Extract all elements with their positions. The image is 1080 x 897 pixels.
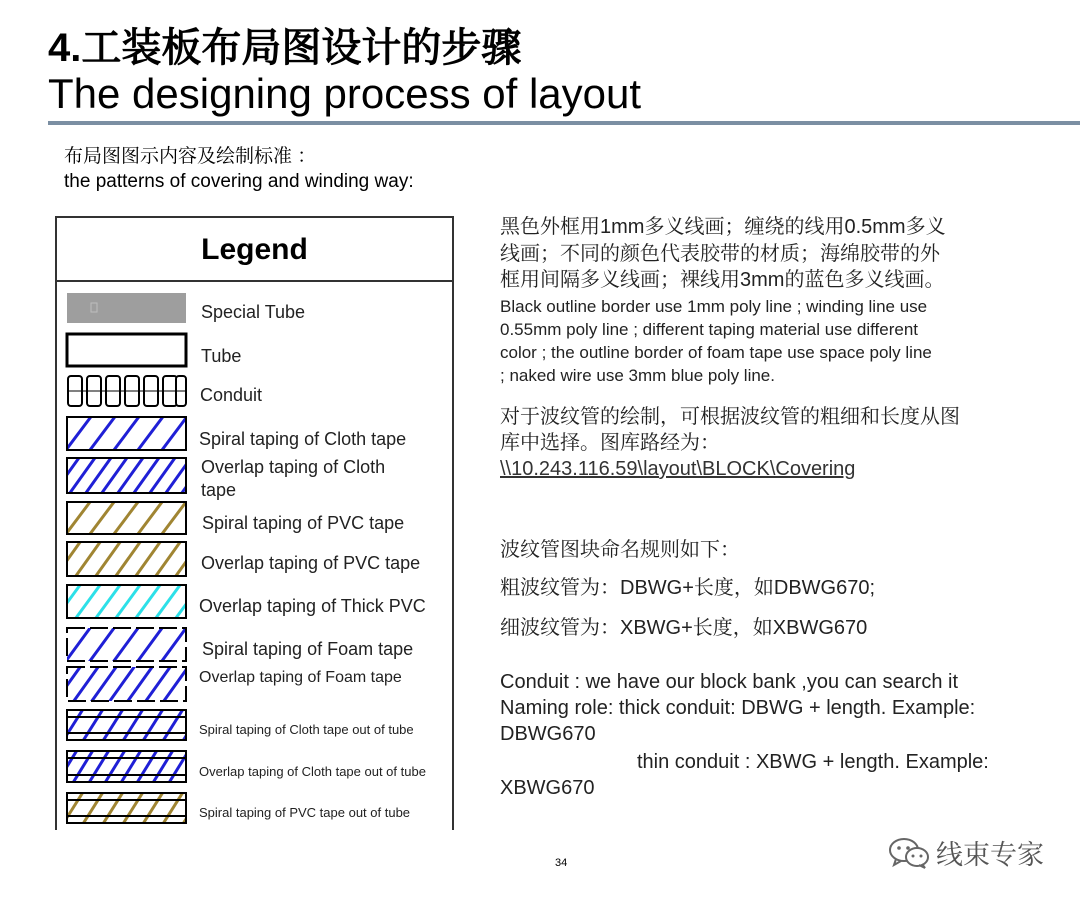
swatch-overlap-thick-pvc <box>57 581 203 622</box>
legend-title: Legend <box>57 218 452 282</box>
thin-conduit-rule: 细波纹管为：XBWG+长度，如XBWG670 <box>500 617 868 639</box>
legend-label-overlap-foam: Overlap taping of Foam tape <box>199 669 402 686</box>
watermark <box>888 833 1044 872</box>
conduit-en-line-3: DBWG670 <box>500 723 596 745</box>
watermark-text: 线束专家 <box>936 840 1044 870</box>
legend-label-conduit: Conduit <box>200 385 263 405</box>
swatch-overlap-cloth <box>57 455 209 497</box>
legend-label-overlap-pvc: Overlap taping of PVC tape <box>201 553 421 573</box>
swatch-special-tube <box>67 293 186 323</box>
rule-en-line-2: 0.55mm poly line ; different taping material use different <box>500 320 918 339</box>
swatch-conduit <box>67 376 186 406</box>
thick-conduit-rule: 粗波纹管为：DBWG+长度，如DBWG670; <box>500 577 876 599</box>
swatch-spiral-pvc <box>63 498 213 538</box>
legend-label-overlap-cloth: Overlap taping of Cloth tape <box>201 457 386 500</box>
subtitle-cn: 布局图图示内容及绘制标准 ： <box>64 146 317 167</box>
legend-label-special-tube: Special Tube <box>201 302 306 322</box>
legend-label-tube: Tube <box>201 346 242 366</box>
rule-en-line-3: color ; the outline border of foam tape use space poly line <box>500 343 932 362</box>
rule-en-line-4: ; naked wire use 3mm blue poly line. <box>500 366 775 385</box>
library-path-link[interactable]: \\10.243.116.59\layout\BLOCK\Covering <box>500 458 856 480</box>
legend-label-overlap-cloth-out-of-tube: Overlap taping of Cloth tape out of tube <box>199 764 426 779</box>
page-title-en: The designing process of layout <box>48 70 642 117</box>
legend-label-spiral-pvc: Spiral taping of PVC tape <box>202 513 405 533</box>
conduit-en-line-5: XBWG670 <box>500 777 595 799</box>
subtitle-en: the patterns of covering and winding way: <box>64 171 414 192</box>
swatch-spiral-cloth <box>63 414 213 454</box>
title-divider <box>48 121 1080 125</box>
page-number: 34 <box>555 857 568 869</box>
naming-title: 波纹管图块命名规则如下： <box>500 539 740 561</box>
legend-label-spiral-cloth-out-of-tube: Spiral taping of Cloth tape out of tube <box>199 722 414 737</box>
conduit-en-line-2: Naming role: thick conduit: DBWG + length. Example: <box>500 697 976 719</box>
rule-cn-line-3: 框用间隔多义线画；裸线用3mm的蓝色多义线画。 <box>500 269 945 291</box>
legend-panel <box>55 216 454 830</box>
rule-cn-line-2: 线画；不同的颜色代表胶带的材质；海绵胶带的外 <box>500 243 940 265</box>
conduit-cn-line-2: 库中选择。图库路经为： <box>500 432 720 454</box>
legend-label-spiral-foam: Spiral taping of Foam tape <box>202 639 414 659</box>
conduit-cn-line-1: 对于波纹管的绘制，可根据波纹管的粗细和长度从图 <box>500 406 960 428</box>
swatch-spiral-pvc-out-of-tube <box>61 789 205 827</box>
conduit-en-line-4: thin conduit : XBWG + length. Example: <box>637 751 989 773</box>
conduit-en-line-1: Conduit : we have our block bank ,you can search it <box>500 671 959 693</box>
swatch-tube <box>67 334 186 366</box>
swatch-overlap-pvc <box>57 538 203 580</box>
legend-label-spiral-pvc-out-of-tube: Spiral taping of PVC tape out of tube <box>199 805 411 820</box>
legend-label-spiral-cloth: Spiral taping of Cloth tape <box>199 429 407 449</box>
swatch-overlap-foam <box>57 663 191 705</box>
legend-label-overlap-thick-pvc: Overlap taping of Thick PVC <box>199 596 426 616</box>
rule-en-line-1: Black outline border use 1mm poly line ; winding line use <box>500 297 928 316</box>
swatch-spiral-cloth-out-of-tube <box>61 706 205 744</box>
rule-cn-line-1: 黑色外框用1mm多义线画；缠绕的线用0.5mm多义 <box>500 216 946 238</box>
page-title-cn: 4.工装板布局图设计的步骤 <box>48 26 522 70</box>
swatch-spiral-foam <box>63 624 189 665</box>
wechat-icon <box>888 836 930 870</box>
swatch-overlap-cloth-out-of-tube <box>57 747 191 786</box>
